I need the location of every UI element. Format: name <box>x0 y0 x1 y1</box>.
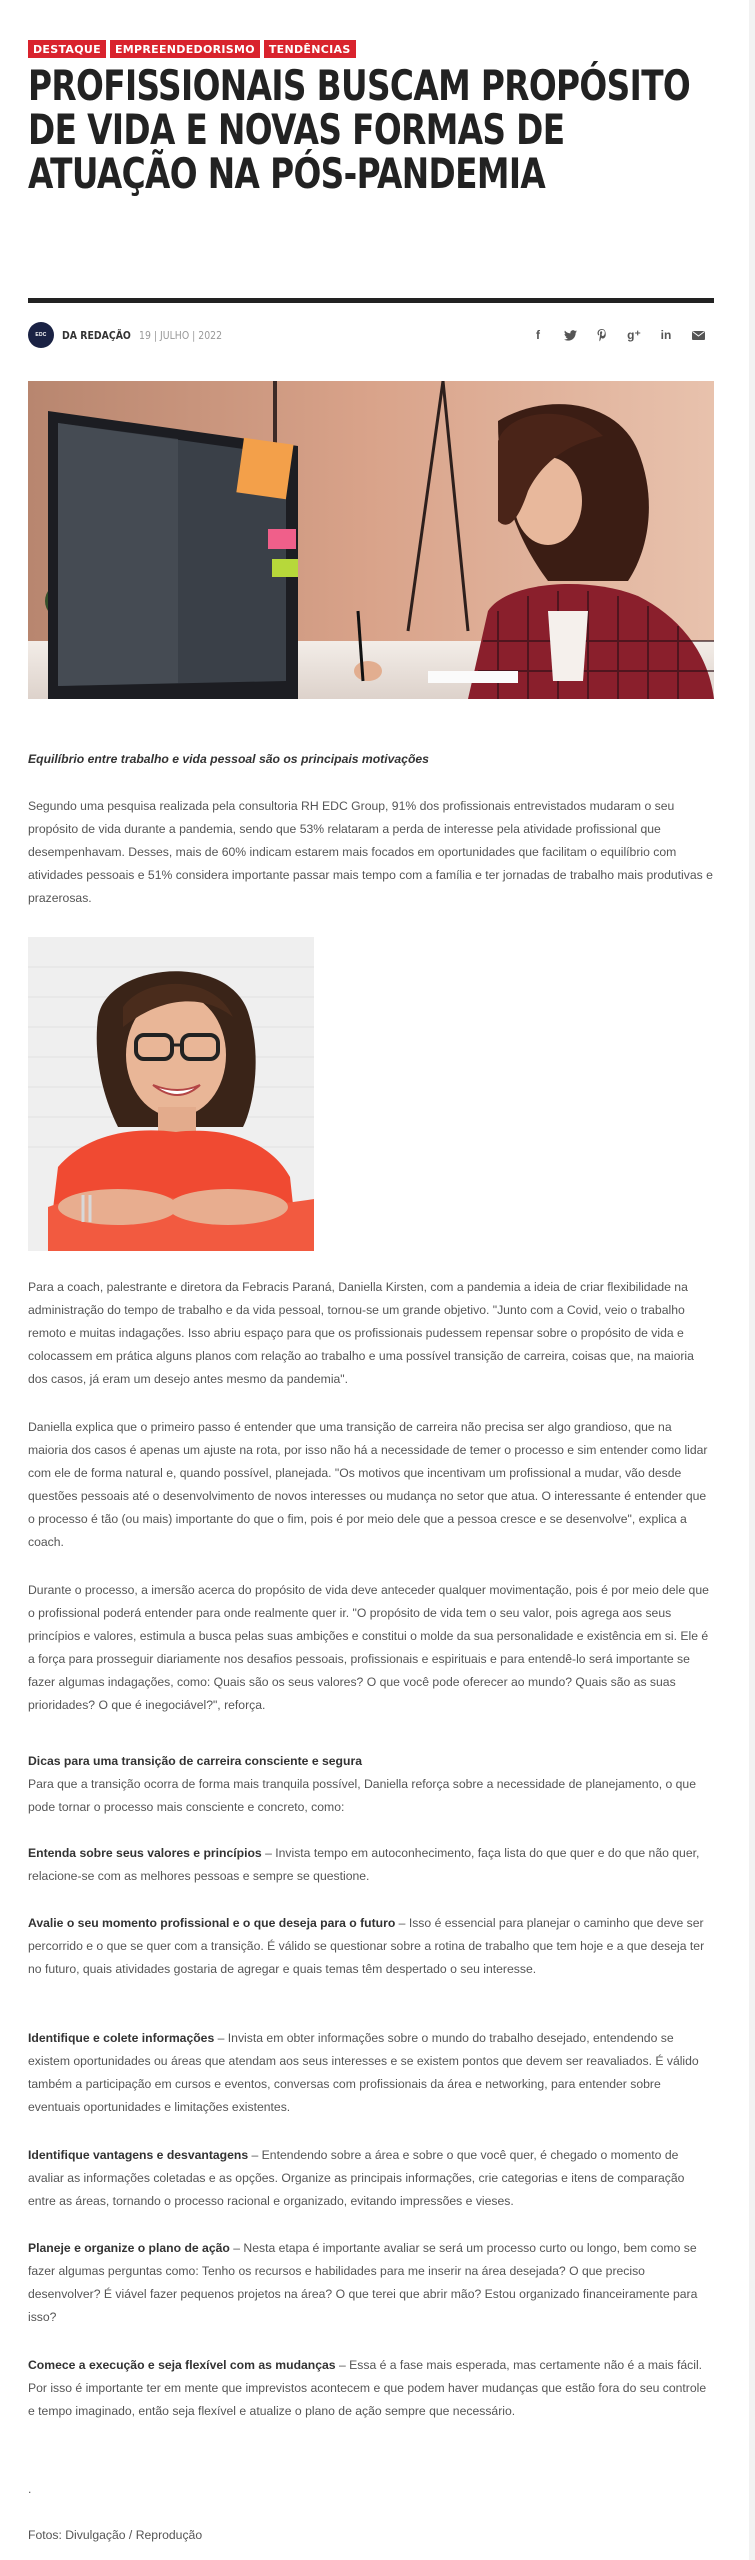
tip-2-title: Avalie o seu momento profissional e o que deseja para o futuro <box>28 1916 396 1930</box>
facebook-icon[interactable]: f <box>536 328 540 342</box>
tip-4-text: – Entendendo sobre a área e sobre o que você quer, é chegado o momento de avaliar as informações coletadas e as opções. Organize as principais informações, crie categorias e itens de comparação entre as áreas, tornando o processo racional e organizado, evitando impressões e vieses. <box>28 2148 685 2208</box>
tips-intro: Para que a transição ocorra de forma mais tranquila possível, Daniella reforça sobre a necessidade de planejamento, o que pode tornar o processo mais consciente e concreto, como: <box>28 1777 696 1814</box>
paragraph-4: Durante o processo, a imersão acerca do propósito de vida deve anteceder qualquer movimentação, pois é por meio dele que o profissional poderá entender para onde realmente quer ir. "O propósito de vida tem o seu valor, pois agrega aos seus princípios e valores, estimula a busca pelas suas ambições e constitui o molde da sua personalidade e existência em si. Ele é a força para prosseguir diariamente nos desafios pessoais, profissionais e espirituais e para entendê-lo será importante se fazer algumas indagações, como: Quais são os seus valores? O que você pode oferecer ao mundo? Quais são as suas prioridades? O que é inegociável?", reforça. <box>28 1583 709 1712</box>
tip-5-text: – Nesta etapa é importante avaliar se será um processo curto ou longo, bem como se fazer algumas perguntas como: Tenho os recursos e habilidades para me inserir na área desejada? O que preciso desenvolver? É viável fazer pequenos projetos na área? O que terei que abrir mão? Estou organizado financeiramente para isso? <box>28 2241 698 2324</box>
tip-5 <box>28 2237 714 2329</box>
linkedin-icon[interactable]: in <box>660 328 672 342</box>
tip-6-title: Comece a execução e seja flexível com as mudanças <box>28 2358 336 2372</box>
page-edge <box>749 0 755 2560</box>
email-icon[interactable] <box>682 322 714 348</box>
author-avatar[interactable]: EDC <box>28 322 54 348</box>
google-plus-icon[interactable]: g⁺ <box>627 328 641 342</box>
tip-3-text: – Invista em obter informações sobre o mundo do trabalho desejado, entendendo se existem oportunidades ou áreas que atendam aos seus interesses e se existem pontos que devem ser reavaliados. É válido também a participação em cursos e eventos, conversas com profissionais da área e networking, para entender sobre eventuais oportunidades e limitações existentes. <box>28 2031 699 2114</box>
tip-5-title: Planeje e organize o plano de ação <box>28 2241 230 2255</box>
separator-dot: . <box>28 2482 32 2496</box>
paragraph-1: Segundo uma pesquisa realizada pela consultoria RH EDC Group, 91% dos profissionais entrevistados mudaram o seu propósito de vida durante a pandemia, sendo que 53% relataram a perda de interesse pela atividade profissional que desempenhavam. Desses, mais de 60% indicam estarem mais focados em oportunidades que facilitam o equilíbrio com atividades pessoais e 51% considera importante passar mais tempo com a família e ter jornadas de trabalho mais produtivas e prazerosas. <box>28 799 713 905</box>
tip-6 <box>28 2354 714 2423</box>
tip-4 <box>28 2144 714 2213</box>
tip-1 <box>28 1842 714 1888</box>
portrait-image <box>28 937 314 1251</box>
tip-2-text: – Isso é essencial para planejar o caminho que deve ser percorrido e o que se quer com a transição. É válido se questionar sobre a rotina de trabalho que tem hoje e a que deseja ter no futuro, quais atividades gostaria de agregar e quais temas têm despertado o seu interesse. <box>28 1916 705 1976</box>
article-meta <box>28 322 714 348</box>
author-link[interactable]: DA REDAÇÃO <box>62 328 131 342</box>
tag-empreendedorismo[interactable]: EMPREENDEDORISMO <box>110 40 260 58</box>
pinterest-icon[interactable] <box>586 322 618 348</box>
tip-2 <box>28 1912 714 1981</box>
share-buttons <box>522 322 714 348</box>
paragraph-3: Daniella explica que o primeiro passo é entender que uma transição de carreira não precisa ser algo grandioso, que na maioria dos casos é apenas um ajuste na rota, por isso não há a necessidade de temer o processo e sim entender como lidar com ele de forma natural e, quando possível, planejada. "Os motivos que incentivam um profissional a mudar, vão desde questões pessoais até o desenvolvimento de novos interesses ou mudança no setor que atua. O interessante é entender que o processo é tão (ou mais) importante do que o fim, pois é por meio dele que a pessoa cresce e se desenvolve", explica a coach. <box>28 1420 708 1549</box>
tip-3-title: Identifique e colete informações <box>28 2031 215 2045</box>
hero-caption: Equilíbrio entre trabalho e vida pessoal são os principais motivações <box>28 752 429 766</box>
article-title: PROFISSIONAIS BUSCAM PROPÓSITO DE VIDA E NOVAS FORMAS DE ATUAÇÃO NA PÓS-PANDEMIA <box>28 61 691 198</box>
tag-destaque[interactable]: DESTAQUE <box>28 40 106 58</box>
hero-image <box>28 381 714 699</box>
tip-1-text: – Invista tempo em autoconhecimento, faça lista do que quer e do que não quer, relacione-se com as melhores pessoas e sempre se questione. <box>28 1846 700 1883</box>
tip-6-text: – Essa é a fase mais esperada, mas certamente não é a mais fácil. Por isso é importante ter em mente que imprevistos acontecem e que podem haver mudanças que estão fora do seu controle e tempo imaginado, então seja flexível e atualize o plano de ação sempre que necessário. <box>28 2358 707 2418</box>
photo-credits: Fotos: Divulgação / Reprodução <box>28 2528 203 2542</box>
tag-tendencias[interactable]: TENDÊNCIAS <box>264 40 356 58</box>
paragraph-2: Para a coach, palestrante e diretora da Febracis Paraná, Daniella Kirsten, com a pandemia a ideia de criar flexibilidade na administração do tempo de trabalho e da vida pessoal, tornou-se um grande objetivo. "Junto com a Covid, veio o trabalho remoto e muitas indagações. Isso abriu espaço para que os profissionais pudessem repensar sobre o propósito de vida e colocassem em prática alguns planos com relação ao trabalho e uma possível transição de carreira, coisas que, na maioria dos casos, já eram um desejo antes mesmo da pandemia". <box>28 1280 694 1386</box>
tips-heading: Dicas para uma transição de carreira consciente e segura <box>28 1754 362 1768</box>
tip-4-title: Identifique vantagens e desvantagens <box>28 2148 249 2162</box>
tips-section <box>28 1750 714 1819</box>
tip-1-title: Entenda sobre seus valores e princípios <box>28 1846 262 1860</box>
title-divider <box>28 298 714 303</box>
twitter-icon[interactable] <box>554 322 586 348</box>
publish-date: 19 | JULHO | 2022 <box>139 328 223 342</box>
tip-3 <box>28 2027 714 2119</box>
category-tags <box>28 40 356 58</box>
